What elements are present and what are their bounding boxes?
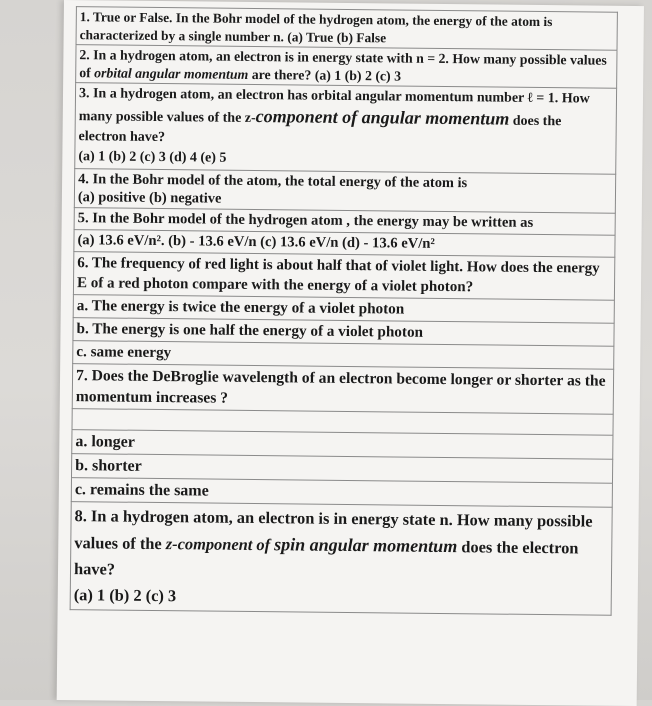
- question-2-suffix: are there? (a) 1 (b) 2 (c) 3: [248, 66, 402, 84]
- question-2-cell: [76, 45, 617, 89]
- question-6-option-b-text: b. The energy is one half the energy of a violet photon: [73, 318, 614, 347]
- question-3-cell: [75, 83, 617, 175]
- question-3-prefix: 3. In a hydrogen atom, an electron has orbital angular momentum number ℓ = 1. How many possible values of the z-: [78, 86, 590, 127]
- question-6-option-a-text: a. The energy is twice the energy of a violet photon: [73, 295, 614, 324]
- question-2-prefix: 2. In a hydrogen atom, an electron is in energy state with n = 2. How many possible values of: [79, 47, 607, 80]
- question-1-text: 1. True or False. In the Bohr model of the hydrogen atom, the energy of the atom is characterized by a single number n. (a) True (b) False: [76, 7, 617, 51]
- question-3: [75, 83, 617, 175]
- question-7-option-b-text: b. shorter: [71, 454, 612, 484]
- question-4-text: 4. In the Bohr model of the atom, the total energy of the atom is: [78, 171, 468, 192]
- question-1: [76, 7, 617, 51]
- question-4: [74, 169, 615, 214]
- question-6-option-c-text: c. same energy: [73, 341, 614, 370]
- question-8-cell: [70, 502, 612, 616]
- question-7-text: 7. Does the DeBroglie wavelength of an electron become longer or shorter as the momentum increases ?: [72, 364, 613, 415]
- question-2-emphasis: orbital angular momentum: [94, 64, 249, 82]
- question-8-emphasis-2: spin angular momentum: [274, 534, 458, 557]
- quiz-paper: [57, 0, 644, 706]
- question-6: [73, 252, 614, 301]
- question-7: [72, 364, 613, 415]
- question-7-option-c-text: c. remains the same: [71, 478, 612, 508]
- question-8: [70, 502, 612, 616]
- question-8-suffix: does the electron have?: [73, 537, 579, 579]
- question-4-options: (a) positive (b) negative: [77, 189, 222, 207]
- question-6-text: 6. The frequency of red light is about half that of violet light. How does the energy E of a red photon compare with the energy of a violet photon?: [73, 252, 614, 301]
- question-2: [76, 45, 617, 89]
- question-7-option-a-text: a. longer: [72, 430, 613, 460]
- question-8-options: (a) 1 (b) 2 (c) 3: [73, 585, 177, 606]
- question-5-options: (a) 13.6 eV/n². (b) - 13.6 eV/n (c) 13.6 eV/n (d) - 13.6 eV/n²: [74, 230, 615, 258]
- question-8-prefix: 8. In a hydrogen atom, an electron is in energy state n. How many possible values of the: [74, 506, 593, 554]
- question-4-cell: [74, 169, 615, 214]
- questions-table: [70, 6, 618, 616]
- question-3-emphasis: component of angular momentum: [255, 106, 510, 129]
- question-8-emphasis-1: z-component of: [165, 534, 271, 555]
- question-5-text: 5. In the Bohr model of the hydrogen atom , the energy may be written as: [74, 208, 615, 236]
- question-3-suffix: does the electron have?: [78, 113, 562, 146]
- question-3-options: (a) 1 (b) 2 (c) 3 (d) 4 (e) 5: [78, 149, 227, 166]
